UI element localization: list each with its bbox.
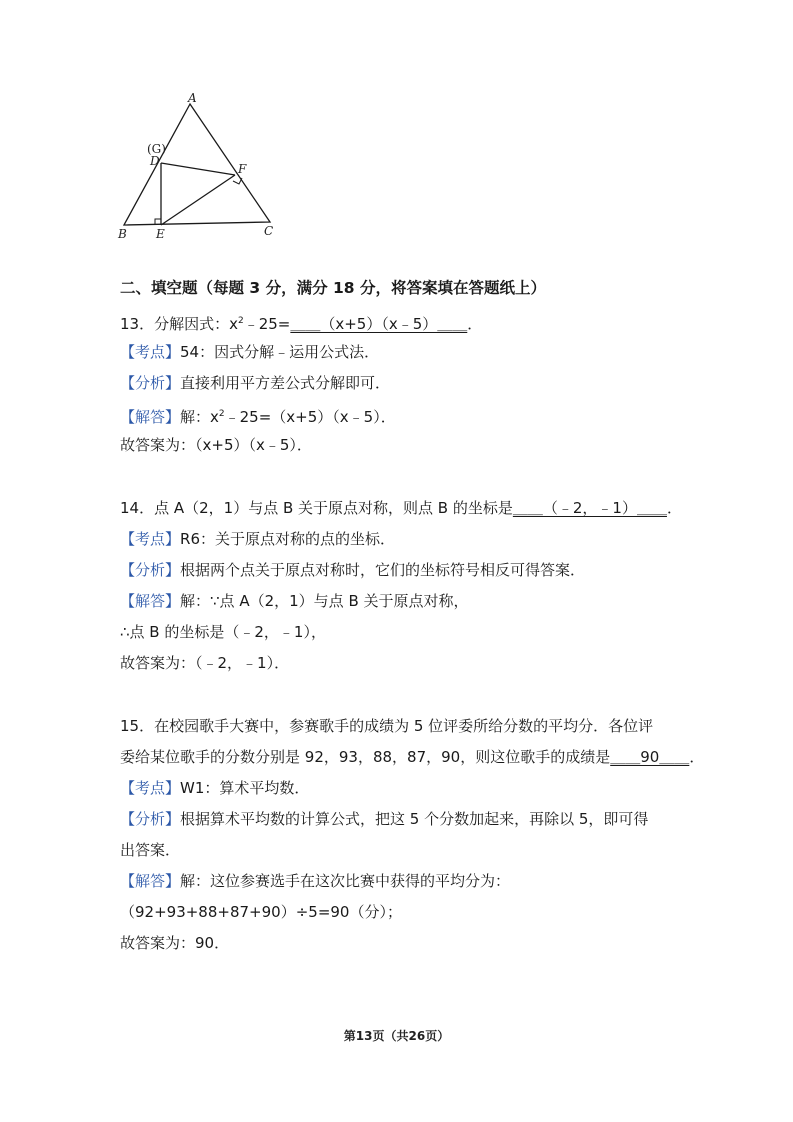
- q14-fenxi: [120, 560, 693, 580]
- q15-stem2-text: 委给某位歌手的分数分别是 92，93，88，87，90，则这位歌手的成绩是: [120, 748, 611, 766]
- label-d: D: [150, 154, 160, 168]
- q14-jieda: [120, 591, 693, 611]
- q15-stem-line2: [120, 747, 705, 767]
- q14-answer: 故答案为：（﹣2，﹣1）．: [120, 654, 290, 672]
- label-c: C: [264, 224, 274, 238]
- label-f: F: [238, 162, 247, 176]
- q13-jieda: [120, 404, 693, 427]
- q15-jieda-text: 解：这位参赛选手在这次比赛中获得的平均分为：: [180, 872, 511, 890]
- q15-jieda: [120, 871, 693, 891]
- tag-fenxi: 【分析】: [120, 810, 181, 828]
- tag-fenxi: 【分析】: [120, 374, 181, 392]
- q13-kaodian-text: 54：因式分解﹣运用公式法．: [180, 343, 380, 361]
- label-e: E: [156, 227, 165, 241]
- q14-stem-end: ．: [666, 499, 682, 517]
- q15-answer: 故答案为：90．: [120, 934, 230, 952]
- tag-kaodian: 【考点】: [120, 343, 181, 361]
- q14-answer-blank: ＿＿（﹣2，﹣1）＿＿: [512, 499, 667, 517]
- triangle-figure: [112, 92, 282, 244]
- q13-answer-blank: ＿＿（x+5）（x﹣5）＿＿: [290, 315, 468, 333]
- q15-fenxi-line2: 出答案．: [120, 841, 181, 859]
- section-title: 二、填空题（每题 3 分，满分 18 分，将答案填在答题纸上）: [120, 279, 546, 297]
- q15-stem-end: ．: [689, 748, 705, 766]
- q15-kaodian: [120, 778, 693, 798]
- q14-kaodian: [120, 529, 693, 549]
- tag-jieda: 【解答】: [120, 592, 181, 610]
- q13-jieda-post: ﹣25=（x+5）（x﹣5）．: [224, 408, 396, 426]
- tag-kaodian: 【考点】: [120, 779, 181, 797]
- label-g: (G): [147, 142, 166, 156]
- q15-stem-line1: 15．在校园歌手大赛中，参赛歌手的成绩为 5 位评委所给分数的平均分．各位评: [120, 717, 654, 735]
- segment-df: [161, 163, 235, 175]
- q15-fenxi1-text: 根据算术平均数的计算公式，把这 5 个分数加起来，再除以 5，即可得: [180, 810, 649, 828]
- q13-jieda-pre: 解：x: [180, 408, 219, 426]
- q14-stem-text: 14．点 A（2，1）与点 B 关于原点对称，则点 B 的坐标是: [120, 499, 513, 517]
- page-footer: 第13页（共26页）: [343, 1029, 450, 1043]
- q15-calc: （92+93+88+87+90）÷5=90（分）；: [120, 903, 402, 921]
- q14-jieda-text: 解：∵点 A（2，1）与点 B 关于原点对称，: [180, 592, 469, 610]
- triangle-abc: [124, 104, 270, 225]
- q13-answer: 故答案为：（x+5）（x﹣5）．: [120, 436, 312, 454]
- q15-kaodian-text: W1：算术平均数．: [180, 779, 310, 797]
- triangle-diagram: [112, 92, 282, 244]
- q13-kaodian: [120, 342, 693, 362]
- tag-jieda: 【解答】: [120, 872, 181, 890]
- q13-stem-sup: 2: [237, 316, 244, 326]
- segment-ef: [161, 175, 235, 225]
- q14-kaodian-text: R6：关于原点对称的点的坐标．: [180, 530, 395, 548]
- tag-kaodian: 【考点】: [120, 530, 181, 548]
- tag-jieda: 【解答】: [120, 408, 181, 426]
- label-b: B: [118, 227, 127, 241]
- q13-fenxi: [120, 373, 693, 393]
- q13-stem-pre: 13．分解因式：x: [120, 315, 238, 333]
- q13-stem-end: ．: [467, 315, 483, 333]
- q13-fenxi-text: 直接利用平方差公式分解即可．: [180, 374, 391, 392]
- tag-fenxi: 【分析】: [120, 561, 181, 579]
- q14-fenxi-text: 根据两个点关于原点对称时，它们的坐标符号相反可得答案．: [180, 561, 586, 579]
- q14-stem: [120, 498, 693, 518]
- label-a: A: [188, 92, 197, 105]
- q13-stem: [120, 311, 693, 334]
- q14-line2: ∴点 B 的坐标是（﹣2，﹣1），: [120, 623, 326, 641]
- q15-fenxi-line1: [120, 809, 693, 829]
- q15-answer-blank: ＿＿90＿＿: [610, 748, 690, 766]
- q13-jieda-sup: 2: [218, 409, 225, 419]
- q13-stem-mid: ﹣25=: [243, 315, 291, 333]
